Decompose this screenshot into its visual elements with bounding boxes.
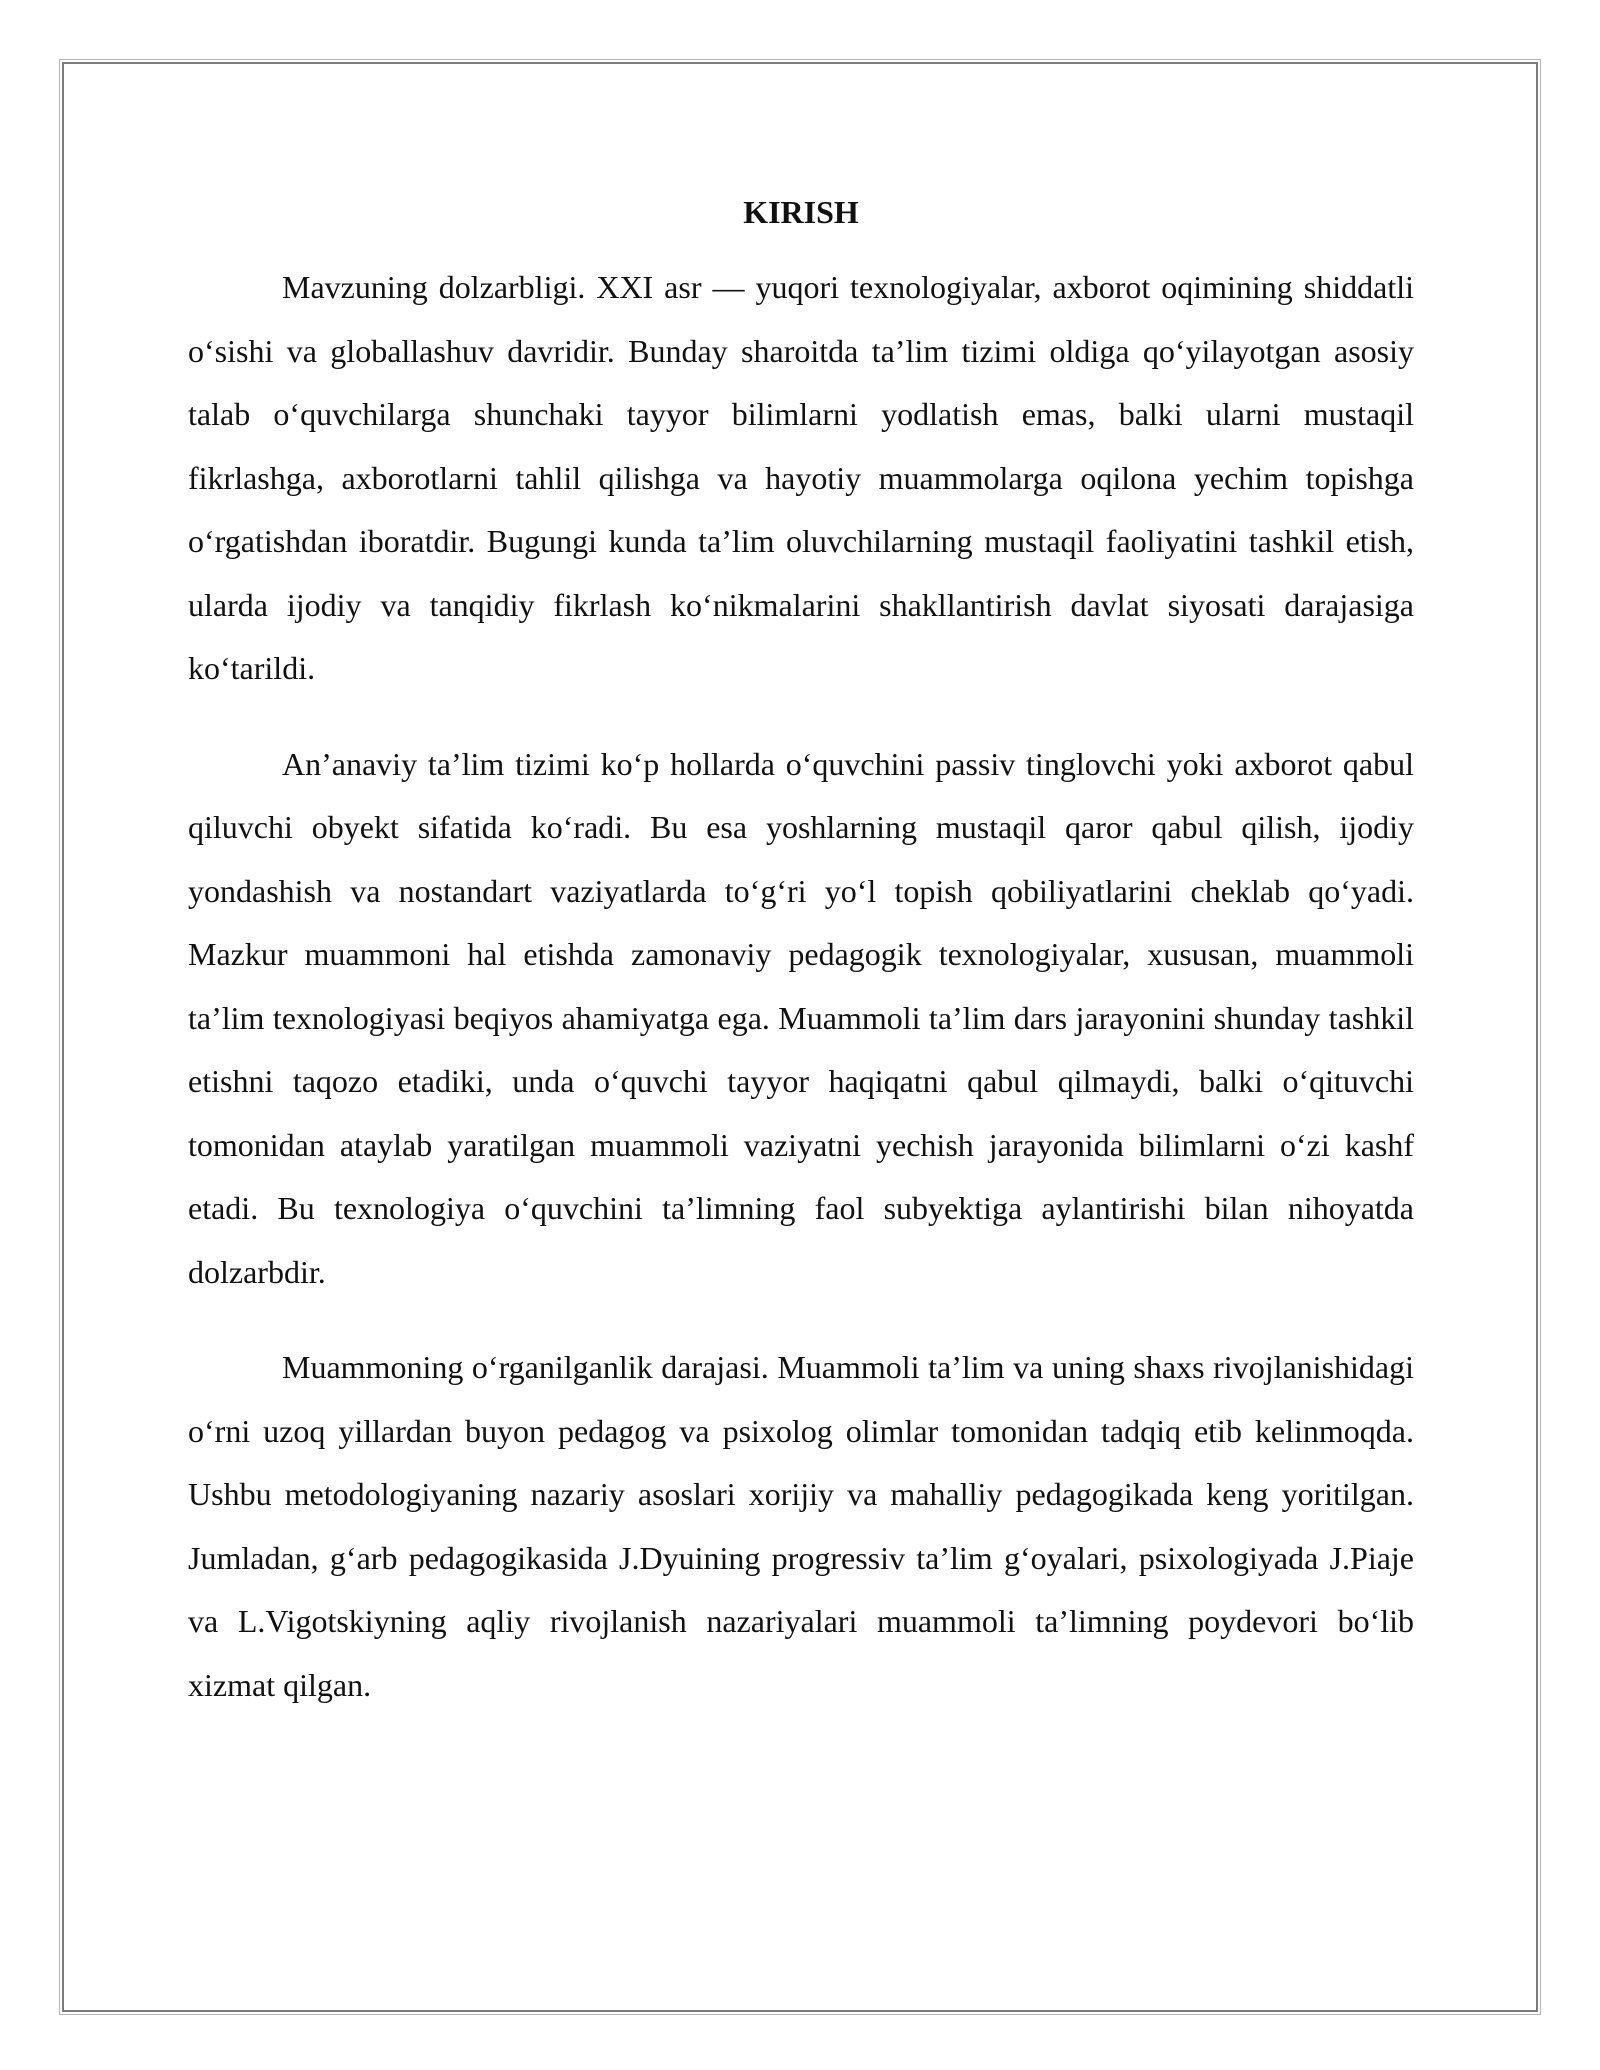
- paragraph-research-level: Muammoning o‘rganilganlik darajasi. Muammoli ta’lim va uning shaxs rivojlanishidagi o‘rni uzoq yillardan buyon pedagog va psixolog olimlar tomonidan tadqiq etib kelinmoqda. Ushbu metodologiyaning nazariy asoslari xorijiy va mahalliy pedagogikada keng yoritilgan. Jumladan, g‘arb pedagogikasida J.Dyuining progressiv ta’lim g‘oyalari, psixologiyada J.Piaje va L.Vigotskiyning aqliy rivojlanish nazariyalari muammoli ta’limning poydevori bo‘lib xizmat qilgan.: [188, 1349, 1414, 1703]
- page-title: KIRISH: [743, 194, 859, 230]
- paragraph-relevance: Mavzuning dolzarbligi. XXI asr — yuqori texnologiyalar, axborot oqimining shiddatli o‘sishi va globallashuv davridir. Bunday sharoitda ta’lim tizimi oldiga qo‘yilayotgan asosiy talab o‘quvchilarga shunchaki tayyor bilimlarni yodlatish emas, balki ularni mustaqil fikrlashga, axborotlarni tahlil qilishga va hayotiy muammolarga oqilona yechim topishga o‘rgatishdan iboratdir. Bugungi kunda ta’lim oluvchilarning mustaqil faoliyatini tashkil etish, ularda ijodiy va tanqidiy fikrlash ko‘nikmalarini shakllantirish davlat siyosati darajasiga ko‘tarildi.: [188, 269, 1414, 686]
- document-body: [188, 184, 1414, 1749]
- paragraph-traditional-education: An’anaviy ta’lim tizimi ko‘p hollarda o‘quvchini passiv tinglovchi yoki axborot qabul qiluvchi obyekt sifatida ko‘radi. Bu esa yoshlarning mustaqil qaror qabul qilish, ijodiy yondashish va nostandart vaziyatlarda to‘g‘ri yo‘l topish qobiliyatlarini cheklab qo‘yadi. Mazkur muammoni hal etishda zamonaviy pedagogik texnologiyalar, xususan, muammoli ta’lim texnologiyasi beqiyos ahamiyatga ega. Muammoli ta’lim dars jarayonini shunday tashkil etishni taqozo etadiki, unda o‘quvchi tayyor haqiqatni qabul qilmaydi, balki o‘qituvchi tomonidan ataylab yaratilgan muammoli vaziyatni yechish jarayonida bilimlarni o‘zi kashf etadi. Bu texnologiya o‘quvchini ta’limning faol subyektiga aylantirishi bilan nihoyatda dolzarbdir.: [188, 745, 1414, 1290]
